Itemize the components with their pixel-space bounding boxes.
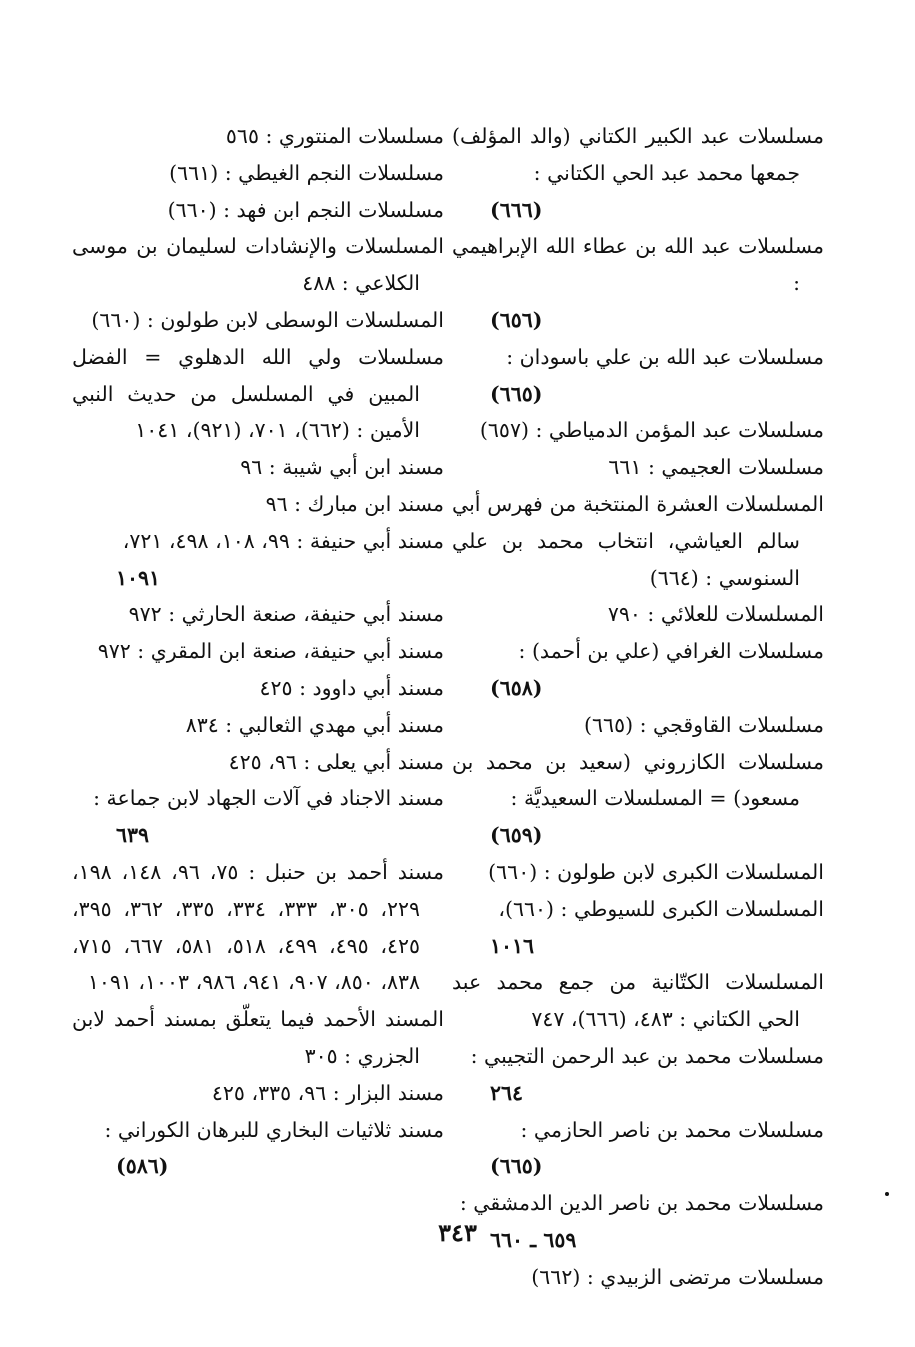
entry-text: مسند أبي حنيفة : ٩٩، ١٠٨، ٤٩٨، ٧٢١، [122,528,444,553]
entry-continuation: ٢٦٤ [490,1080,524,1105]
scan-speck [885,1192,889,1196]
index-entry [72,1075,444,1112]
entry-text: مسلسلات عبد الكبير الكتاني (والد المؤلف) جمعها محمد عبد الحي الكتاني : [452,124,824,185]
entry-text: مسلسلات مرتضى الزبيدي : (٦٦٢) [531,1264,824,1289]
page-number: ٣٤٣ [438,1218,477,1247]
entry-text: مسلسلات الغرافي (علي بن أحمد) : [518,639,824,664]
index-entry [72,1112,444,1186]
index-entry [72,780,444,854]
entry-text: المسلسلات الكتّانية من جمع محمد عبد الحي الكتاني : ٤٨٣، (٦٦٦)، ٧٤٧ [452,970,824,1032]
index-entry [452,707,824,744]
index-entry [72,155,444,192]
entry-continuation: ١٠٩١ [116,565,161,590]
index-entry [452,633,824,707]
entry-text: مسند ثلاثيات البخاري للبرهان الكوراني : [104,1117,444,1142]
entry-text: مسند البزار : ٩٦، ٣٣٥، ٤٢٥ [211,1080,444,1105]
entry-text: مسند أحمد بن حنبل : ٧٥، ٩٦، ١٤٨، ١٩٨، ٢٢٩، ٣٠٥، ٣٣٣، ٣٣٤، ٣٣٥، ٣٦٢، ٣٩٥، ٤٢٥، ٤٩٥، ٤٩٩، ٥١٨، ٥٨١، ٦٦٧، ٧١٥، ٨٣٨، ٨٥٠، ٩٠٧، ٩٤١، ٩٨٦، ١٠٠٣، ١٠٩١ [72,859,444,995]
index-entry [72,449,444,486]
entry-continuation: (٦٥٨) [490,675,543,700]
entry-continuation: ٦٣٩ [116,823,150,848]
index-entry [72,633,444,670]
entry-text: المسلسلات الكبرى لابن طولون : (٦٦٠) [488,859,824,884]
entry-text: مسند الاجناد في آلات الجهاد لابن جماعة : [93,786,444,811]
entry-text: مسلسلات القاوقجي : (٦٦٥) [584,712,824,737]
index-entry [72,486,444,523]
entry-text: مسلسلات النجم الغيطي : (٦٦١) [169,160,444,185]
index-entry [72,118,444,155]
entry-text: المسند الأحمد فيما يتعلّق بمسند أحمد لابن الجزري : ٣٠٥ [72,1007,444,1068]
index-entry [72,192,444,229]
index-entry [452,596,824,633]
index-entry [452,228,824,338]
index-entry [72,523,444,597]
index-entry [72,339,444,449]
index-entry [72,744,444,781]
entry-text: المسلسلات والإنشادات لسليمان بن موسى الكلاعي : ٤٨٨ [72,234,444,296]
entry-text: مسلسلات محمد بن ناصر الدين الدمشقي : [459,1191,824,1216]
entry-text: مسلسلات عبد الله بن عطاء الله الإبراهيمي : [452,234,824,296]
entry-text: مسلسلات محمد بن ناصر الحازمي : [520,1117,824,1142]
index-entry [72,596,444,633]
entry-text: مسلسلات ولي الله الدهلوي = الفضل المبين في المسلسل من حديث النبي الأمين : (٦٦٢)، ٧٠١، (٩٢١)، ١٠٤١ [72,344,444,443]
index-entry [452,486,824,596]
index-column-left [72,118,444,1185]
entry-text: المسلسلات للعلائي : ٧٩٠ [607,602,824,627]
entry-text: مسند ابن أبي شيبة : ٩٦ [240,455,444,480]
index-entry [452,964,824,1038]
index-column-right [452,118,824,1296]
entry-text: مسند أبي يعلى : ٩٦، ٤٢٥ [228,749,444,774]
index-entry [72,228,444,302]
entry-continuation: (٦٥٩) [490,823,543,848]
index-entry [452,1112,824,1186]
entry-text: مسلسلات المنتوري : ٥٦٥ [225,124,444,148]
index-entry [452,1038,824,1112]
entry-text: مسلسلات الكازروني (سعيد بن محمد بن مسعود) = المسلسلات السعيديَّة : [452,749,824,811]
entry-text: مسلسلات محمد بن عبد الرحمن التجيبي : [470,1043,824,1068]
index-entry [452,1259,824,1296]
entry-text: مسند أبي حنيفة، صنعة ابن المقري : ٩٧٢ [97,639,444,664]
entry-text: المسلسلات الكبرى للسيوطي : (٦٦٠)، [498,896,824,921]
entry-text: مسلسلات عبد الله بن علي باسودان : [506,344,824,369]
entry-text: مسند أبي داوود : ٤٢٥ [259,675,444,700]
entry-text: مسند أبي حنيفة، صنعة الحارثي : ٩٧٢ [128,602,444,627]
index-entry [72,302,444,339]
index-entry [452,118,824,228]
entry-text: المسلسلات الوسطى لابن طولون : (٦٦٠) [91,307,444,332]
entry-text: مسلسلات النجم ابن فهد : (٦٦٠) [167,197,444,222]
index-entry [72,707,444,744]
index-entry [452,339,824,413]
index-entry [72,854,444,1001]
entry-continuation: (٦٦٥) [490,381,543,406]
entry-continuation: (٦٦٦) [490,197,543,222]
index-entry [452,449,824,486]
index-entry [72,1001,444,1075]
entry-continuation: (٦٦٥) [490,1154,543,1179]
entry-text: مسلسلات عبد المؤمن الدمياطي : (٦٥٧) [479,418,824,443]
index-entry [452,891,824,965]
entry-text: مسلسلات العجيمي : ٦٦١ [608,455,824,480]
entry-continuation: (٦٥٦) [490,307,543,332]
entry-text: المسلسلات العشرة المنتخبة من فهرس أبي سالم العياشي، انتخاب محمد بن علي السنوسي : (٦٦٤) [452,491,824,590]
index-entry [452,744,824,854]
index-entry [452,412,824,449]
entry-continuation: ١٠١٦ [490,933,535,958]
index-entry [452,854,824,891]
entry-continuation: (٥٨٦) [116,1154,169,1179]
entry-continuation: ٦٥٩ ـ ٦٦٠ [490,1227,577,1252]
index-entry [72,670,444,707]
entry-text: مسند أبي مهدي الثعالبي : ٨٣٤ [185,712,444,737]
entry-text: مسند ابن مبارك : ٩٦ [265,491,444,516]
